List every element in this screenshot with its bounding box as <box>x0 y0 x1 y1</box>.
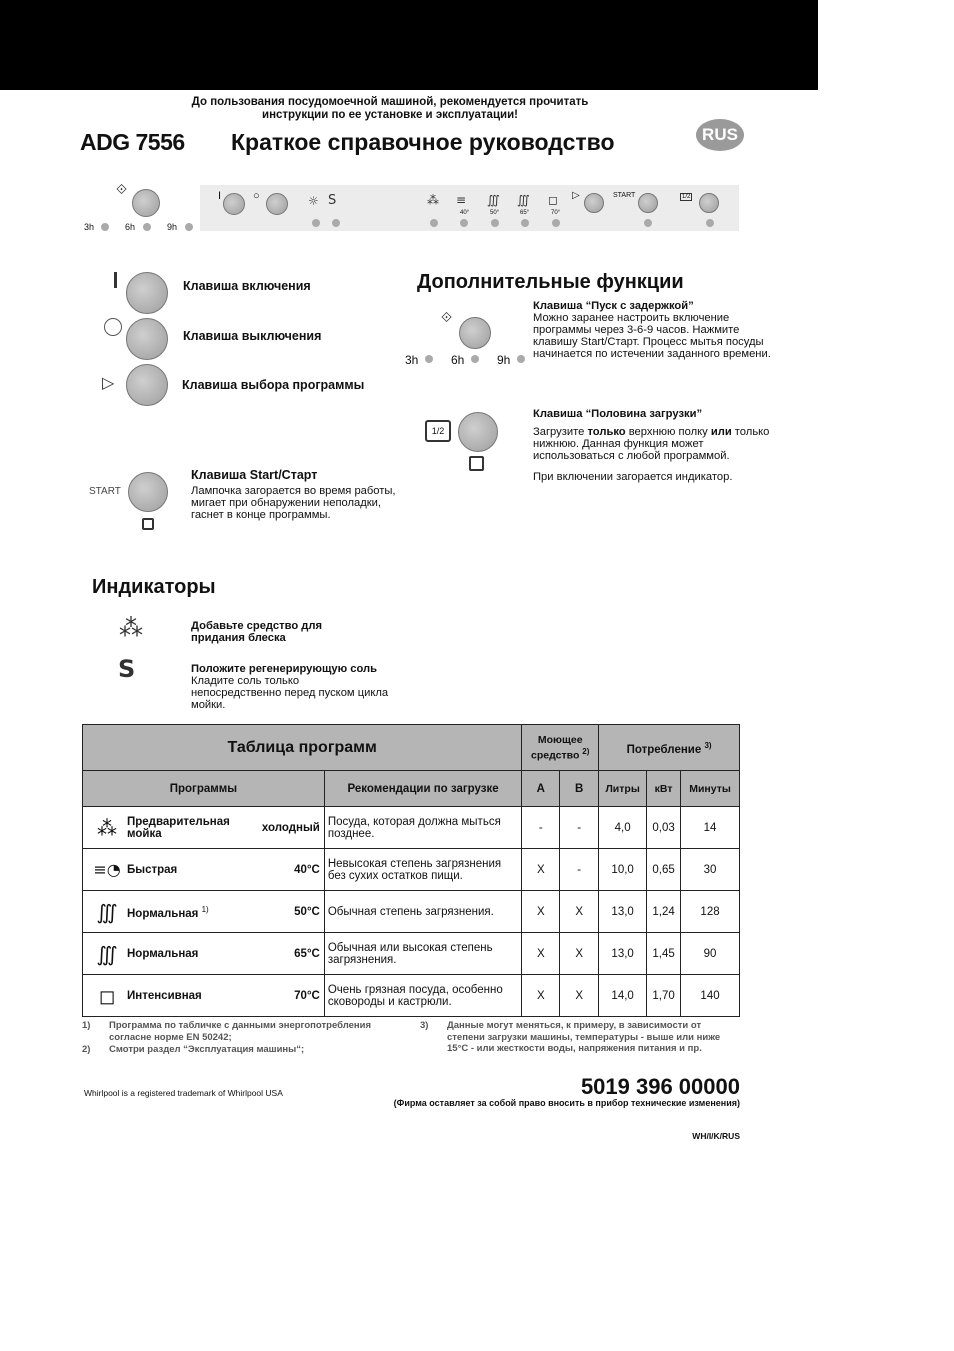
detergent-a-value: X <box>522 849 560 891</box>
panel-intensive-icon: ◻ <box>548 193 558 207</box>
document-code: WH/I/K/RUS <box>692 1131 740 1141</box>
extra-functions-heading: Дополнительные функции <box>417 271 684 293</box>
half-load-led <box>706 219 714 227</box>
start-key-caption: START <box>89 486 121 497</box>
on-glyph <box>114 272 117 288</box>
quick-led <box>460 219 468 227</box>
panel-on-glyph: I <box>218 190 222 202</box>
program-name: Предварительная мойка <box>127 815 230 840</box>
salt-indicator-description: Кладите соль только непосредственно перед пуском цикла мойки. <box>191 675 389 711</box>
half-load-indicator-note: При включении загорается индикатор. <box>533 471 733 483</box>
half-load-indicator-icon <box>469 456 484 471</box>
delay-key-illustration <box>459 317 491 349</box>
off-key-label: Клавиша выключения <box>183 329 322 343</box>
panel-delay-9h-led <box>185 223 193 231</box>
load-recommendation: Обычная степень загрязнения. <box>324 891 521 933</box>
salt-indicator-label: Положите регенерирующую соль <box>191 663 378 675</box>
start-key-illustration <box>128 472 168 512</box>
program-cell <box>83 891 325 933</box>
panel-quick-icon: ≡ <box>456 193 467 207</box>
detergent-b-value: - <box>560 849 599 891</box>
program-name: Интенсивная <box>127 989 202 1002</box>
half-load-icon: 1/2 <box>425 420 451 442</box>
quick-icon: ≡◔ <box>93 860 121 879</box>
minutes-value: 14 <box>681 807 740 849</box>
panel-start-label: START <box>613 192 636 199</box>
col-programs: Программы <box>83 771 325 807</box>
panel-delay-3h: 3h <box>84 222 95 232</box>
footnote-2-text: Смотри раздел “Эксплуатация машины“; <box>109 1044 305 1055</box>
panel-temp-50: 50° <box>490 210 500 216</box>
panel-delay-3h-led <box>101 223 109 231</box>
panel-select-button[interactable] <box>584 193 604 213</box>
half-load-text-3: верхнюю полку <box>625 426 711 438</box>
on-key-label: Клавиша включения <box>183 279 311 293</box>
half-load-title: Клавиша “Половина загрузки” <box>533 408 703 420</box>
panel-normal-icon: ∭ <box>487 193 500 207</box>
panel-delay-6h: 6h <box>125 222 136 232</box>
rinse-aid-icon: ☼ <box>308 194 319 208</box>
panel-temp-65: 65° <box>520 210 530 216</box>
start-key-title: Клавиша Start/Старт <box>191 468 318 482</box>
program-table-title: Таблица программ <box>83 725 522 771</box>
col-recommendations: Рекомендации по загрузке <box>324 771 521 807</box>
program-temp: 50°C <box>294 905 320 918</box>
delay-function-description: Можно заранее настроить включение программы через 3-6-9 часов. Нажмите клавишу Start/Старт. Процесс мытья посуды начинается по истечении заданного времени. <box>533 312 771 360</box>
rinse-aid-indicator-icon: ⁂ <box>119 614 143 642</box>
indicators-heading: Индикаторы <box>92 576 216 598</box>
liters-value: 13,0 <box>599 933 647 975</box>
delay-3h-label: 3h <box>405 353 419 367</box>
detergent-a-value: X <box>522 975 560 1017</box>
program-name: Быстрая <box>127 863 178 876</box>
intro-line-1: До пользования посудомоечной машиной, рекомендуется прочитать <box>191 96 589 108</box>
document-number: 5019 396 00000 <box>580 1074 740 1099</box>
detergent-b-value: X <box>560 933 599 975</box>
detergent-header <box>522 725 599 771</box>
intensive-icon: ◻ <box>98 983 116 1008</box>
consumption-footnote-mark: 3) <box>704 740 712 750</box>
detergent-a-value: X <box>522 891 560 933</box>
table-row <box>83 891 740 933</box>
half-load-text-2: только <box>587 426 626 438</box>
col-detergent-a: A <box>522 771 560 807</box>
program-footnote-mark: 1) <box>201 904 209 914</box>
normal-led <box>491 219 499 227</box>
salt-led <box>332 219 340 227</box>
liters-value: 10,0 <box>599 849 647 891</box>
select-glyph-icon: ▷ <box>102 373 115 392</box>
half-load-key-illustration <box>458 412 498 452</box>
delay-3h-led <box>425 355 433 363</box>
minutes-value: 128 <box>681 891 740 933</box>
kwh-value: 0,03 <box>647 807 681 849</box>
panel-temp-40: 40° <box>460 210 470 216</box>
col-minutes: Минуты <box>681 771 740 807</box>
consumption-header-text: Потребление <box>626 743 702 756</box>
intro-line-2: инструкции по ее установке и эксплуатации! <box>262 109 518 121</box>
liters-value: 13,0 <box>599 891 647 933</box>
col-detergent-b: B <box>560 771 599 807</box>
delay-9h-label: 9h <box>497 353 511 367</box>
rinse-aid-indicator-label: Добавьте средство для придания блеска <box>191 620 322 644</box>
load-recommendation: Очень грязная посуда, особенно сковороды и кастрюли. <box>324 975 521 1017</box>
table-row <box>83 975 740 1017</box>
kwh-value: 0,65 <box>647 849 681 891</box>
panel-select-glyph: ▷ <box>572 190 580 201</box>
table-row <box>83 807 740 849</box>
program-cell <box>83 807 325 849</box>
program-temp: 40°C <box>294 863 320 876</box>
minutes-value: 140 <box>681 975 740 1017</box>
intensive-led <box>552 219 560 227</box>
off-glyph <box>104 318 122 336</box>
salt-icon: S <box>328 193 337 208</box>
panel-prewash-icon: ⁂ <box>427 193 439 207</box>
page-title: Краткое справочное руководство <box>231 129 615 155</box>
trademark-notice: Whirlpool is a registered trademark of Whirlpool USA <box>84 1088 283 1098</box>
select-key-label: Клавиша выбора программы <box>182 378 365 392</box>
load-recommendation: Невысокая степень загрязнения без сухих остатков пищи. <box>324 849 521 891</box>
kwh-value: 1,24 <box>647 891 681 933</box>
half-load-text-5: только нижнюю. Данная функция может использоваться с любой программой. <box>533 426 770 462</box>
off-key-illustration <box>126 318 168 360</box>
consumption-header <box>599 725 740 771</box>
program-name <box>127 904 290 920</box>
panel-delay-9h: 9h <box>167 222 178 232</box>
footnote-3-text: Данные могут меняться, к примеру, в зависимости от степени загрузки машины, температуры - выше или ниже 15°C - или жесткости воды, напряжения питания и пр. <box>447 1020 721 1054</box>
half-load-text-4: или <box>710 426 732 438</box>
col-kwh: кВт <box>647 771 681 807</box>
table-row <box>83 933 740 975</box>
panel-off-glyph: ○ <box>253 190 260 202</box>
program-temp: 70°C <box>294 989 320 1002</box>
detergent-a-value: X <box>522 933 560 975</box>
salt-indicator-icon: S <box>118 655 136 683</box>
detergent-a-value: - <box>522 807 560 849</box>
footnote-1-mark: 1) <box>82 1020 91 1031</box>
select-key-illustration <box>126 364 168 406</box>
program-table <box>82 724 740 1017</box>
table-row <box>83 849 740 891</box>
delay-function-title: Клавиша “Пуск с задержкой” <box>533 300 694 312</box>
prewash-led <box>430 219 438 227</box>
half-load-text-1: Загрузите <box>533 426 588 438</box>
panel-on-button[interactable] <box>223 193 245 215</box>
panel-off-button[interactable] <box>266 193 288 215</box>
kwh-value: 1,45 <box>647 933 681 975</box>
program-temp: 65°C <box>294 947 320 960</box>
detergent-footnote-mark: 2) <box>582 746 590 756</box>
liters-value: 14,0 <box>599 975 647 1017</box>
panel-half-label: 1/2 <box>682 194 691 200</box>
detergent-header-text: Моющее средство <box>531 733 583 762</box>
program-cell <box>83 933 325 975</box>
panel-half-load-button[interactable] <box>699 193 719 213</box>
program-cell <box>83 849 325 891</box>
detergent-b-value: X <box>560 891 599 933</box>
footnote-3-mark: 3) <box>420 1020 429 1031</box>
footnote-2-mark: 2) <box>82 1044 91 1055</box>
panel-start-button[interactable] <box>638 193 658 213</box>
top-banner <box>0 0 818 90</box>
normal-hot-icon: ∭ <box>96 941 118 966</box>
minutes-value: 30 <box>681 849 740 891</box>
normal-hot-led <box>521 219 529 227</box>
program-temp: холодный <box>261 821 320 834</box>
delay-6h-led <box>471 355 479 363</box>
delay-icon: ⟐ <box>116 182 128 198</box>
rinse-aid-led <box>312 219 320 227</box>
half-load-description <box>533 426 773 462</box>
start-key-description: Лампочка загорается во время работы, мигает при обнаружении неполадки, гаснет в конце программы. <box>191 485 396 521</box>
detergent-b-value: - <box>560 807 599 849</box>
program-cell <box>83 975 325 1017</box>
program-name-text: Нормальная <box>127 907 199 920</box>
start-indicator-icon <box>142 518 154 530</box>
model-number: ADG 7556 <box>80 129 185 155</box>
prewash-icon: ⁂ <box>97 815 117 840</box>
delay-9h-led <box>517 355 525 363</box>
language-badge: RUS <box>696 119 744 151</box>
minutes-value: 90 <box>681 933 740 975</box>
rights-notice: (Фирма оставляет за собой право вносить в прибор технические изменения) <box>393 1098 740 1108</box>
panel-temp-70: 70° <box>551 210 561 216</box>
panel-normal-hot-icon: ∭ <box>517 193 530 207</box>
panel-delay-6h-led <box>143 223 151 231</box>
program-name: Нормальная <box>127 947 199 960</box>
kwh-value: 1,70 <box>647 975 681 1017</box>
intro-note <box>130 96 650 122</box>
detergent-b-value: X <box>560 975 599 1017</box>
load-recommendation: Обычная или высокая степень загрязнения. <box>324 933 521 975</box>
delay-6h-label: 6h <box>451 353 465 367</box>
footnote-1-text: Программа по табличке с данными энергопотребления согласне норме EN 50242; <box>109 1020 372 1043</box>
start-led <box>644 219 652 227</box>
col-liters: Литры <box>599 771 647 807</box>
on-key-illustration <box>126 272 168 314</box>
load-recommendation: Посуда, которая должна мыться позднее. <box>324 807 521 849</box>
normal-icon: ∭ <box>96 899 118 924</box>
liters-value: 4,0 <box>599 807 647 849</box>
delay-start-icon: ⟐ <box>441 310 453 326</box>
panel-delay-button[interactable] <box>132 189 160 217</box>
